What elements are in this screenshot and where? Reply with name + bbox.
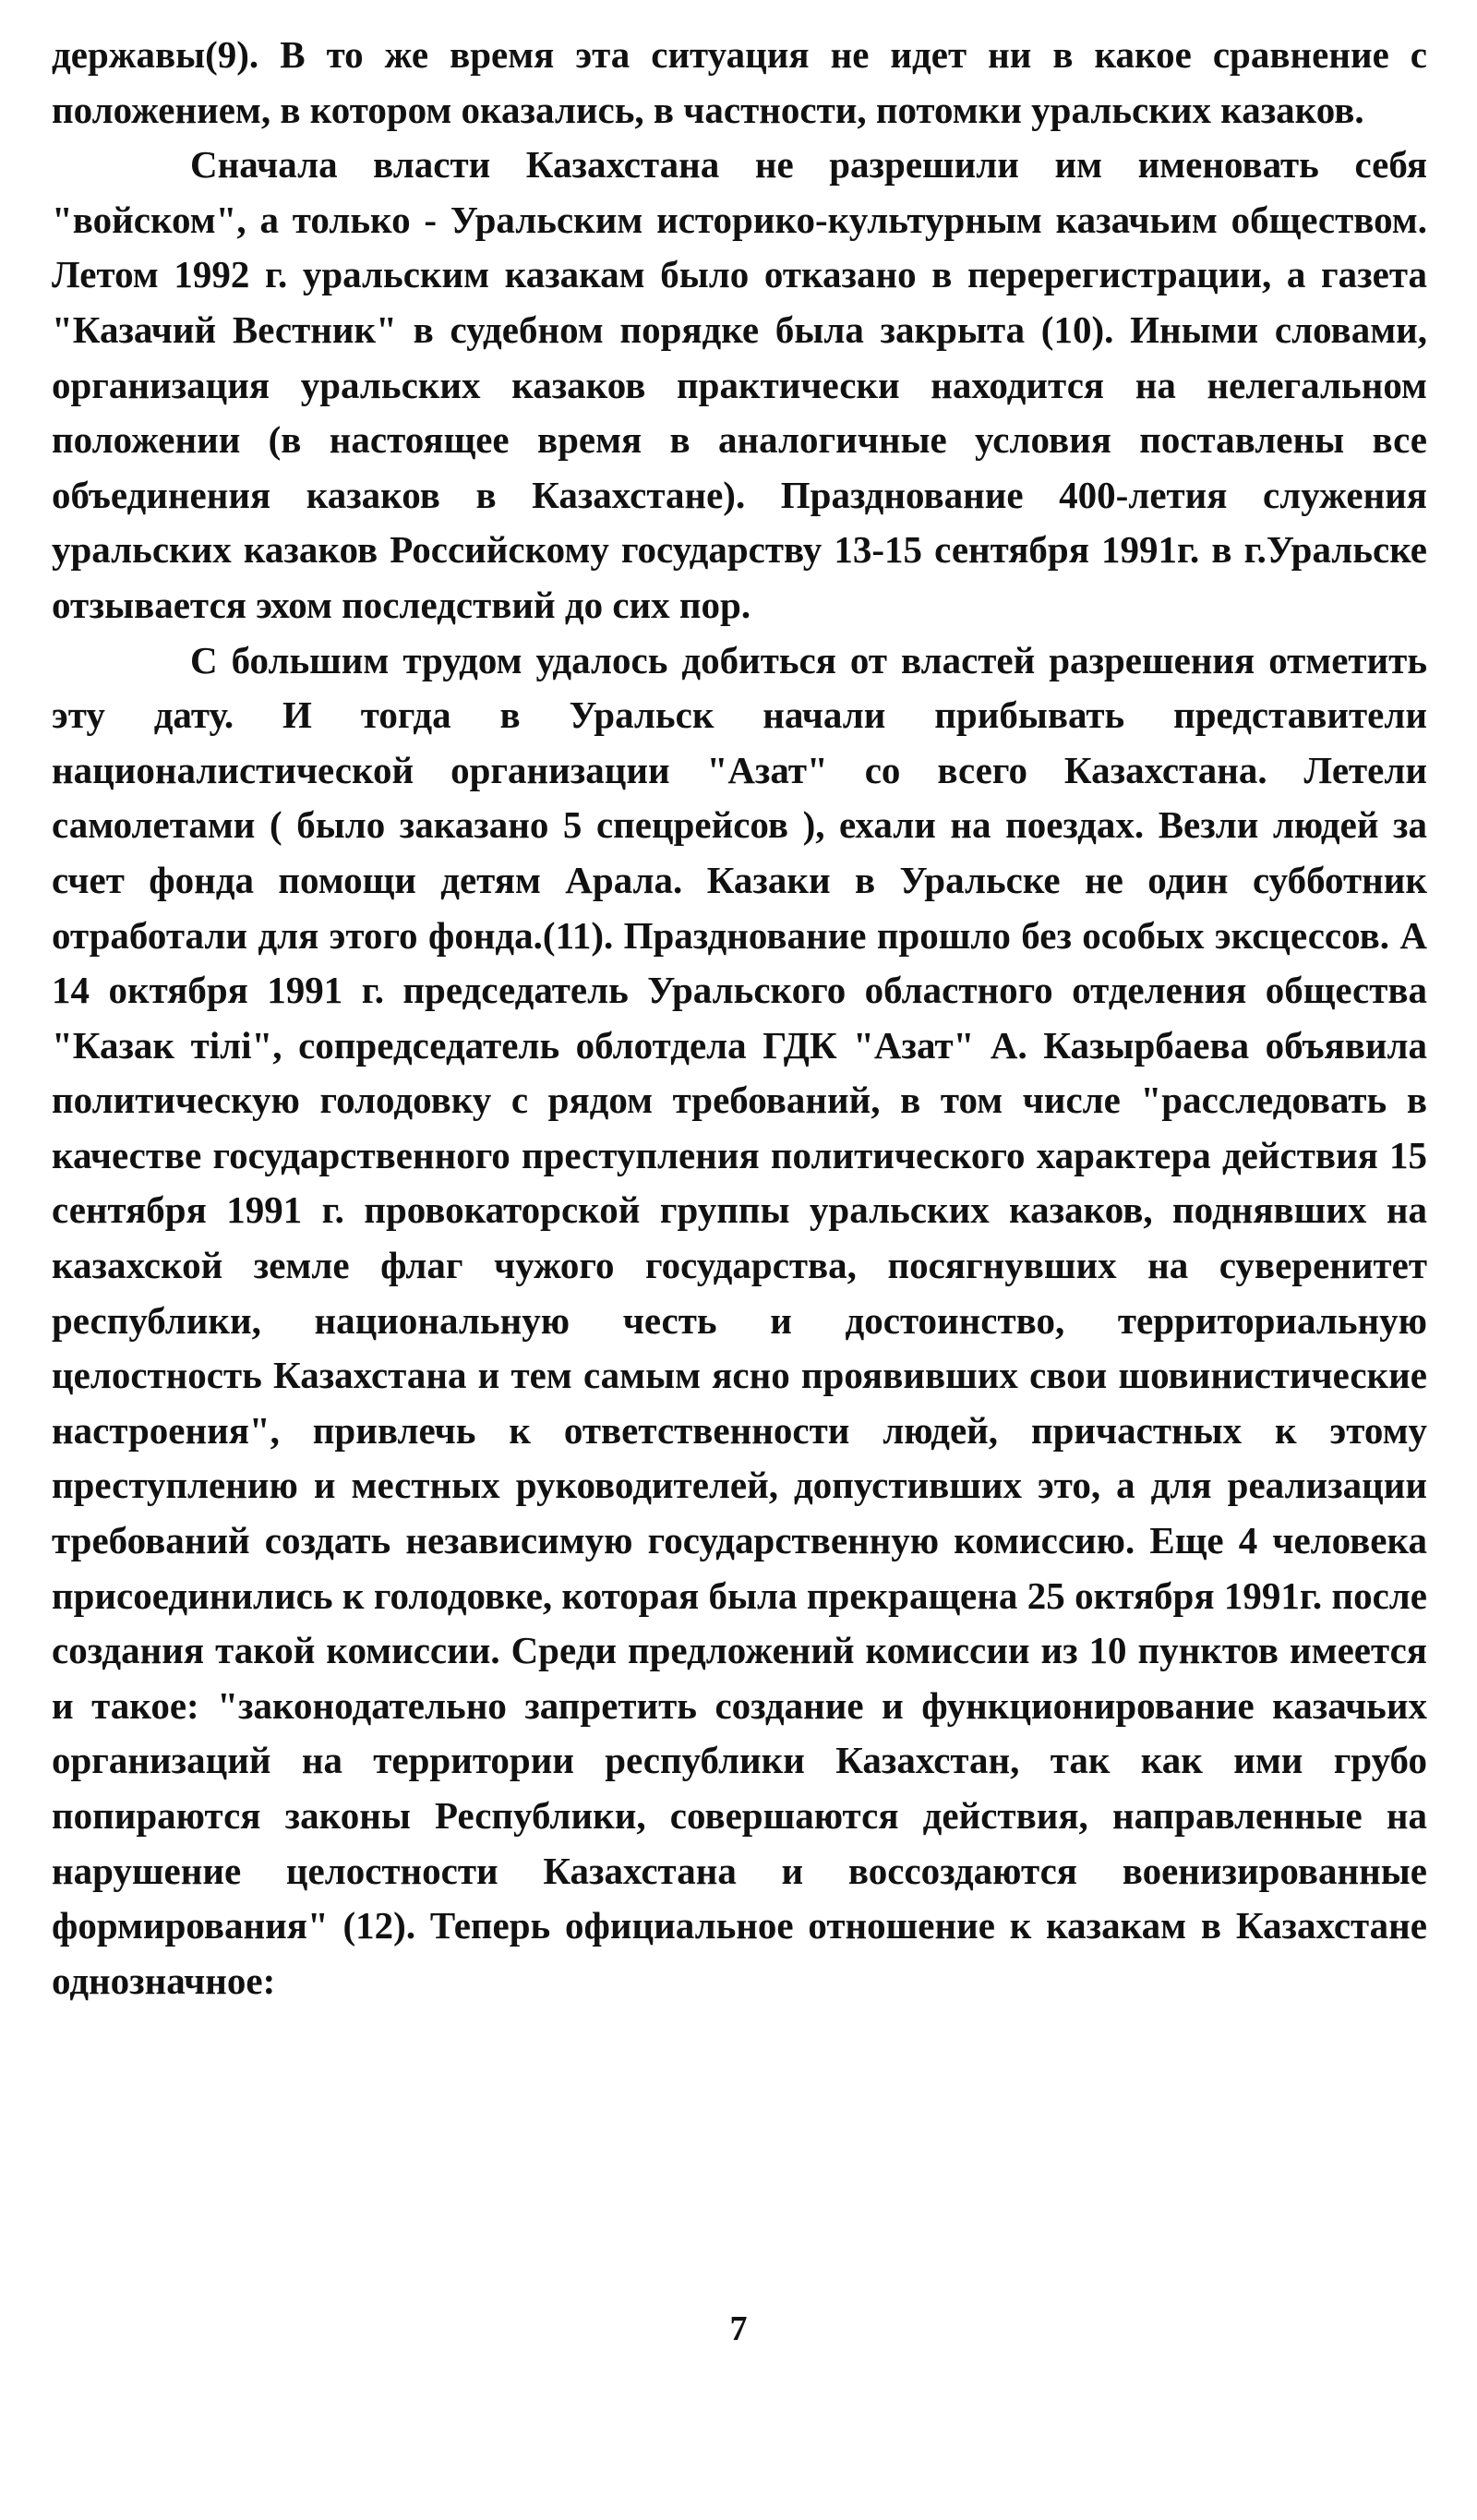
- page-number: 7: [729, 2309, 748, 2348]
- paragraph-1: державы(9). В то же время эта ситуация не идет ни в какое сравнение с положением, в котором оказались, в частности, потомки уральских казаков.: [52, 33, 1427, 131]
- paragraph-2: Сначала власти Казахстана не разрешили им именовать себя "войском", а только - Уральским историко-культурным казачьим обществом. Летом 1992 г. уральским казакам было отказано в перерегистрации, а газета "Казачий Вестник" в судебном порядке была закрыта (10). Иными словами, организация уральских казаков практически находится на нелегальном положении (в настоящее время в аналогичные условия поставлены все объединения казаков в Казахстане). Празднование 400-летия служения уральских казаков Российскому государству 13-15 сентября 1991г. в г.Уральске отзывается эхом последствий до сих пор.: [52, 143, 1427, 626]
- paragraph-3: С большим трудом удалось добиться от властей разрешения отметить эту дату. И тогда в Уральск начали прибывать представители националистической организации "Азат" со всего Казахстана. Летели самолетами ( было заказано 5 спецрейсов ), ехали на поездах. Везли людей за счет фонда помощи детям Арала. Казаки в Уральске не один субботник отработали для этого фонда.(11). Празднование прошло без особых эксцессов. А 14 октября 1991 г. председатель Уральского областного отделения общества "Казак тілі", сопредседатель облотдела ГДК "Азат" А. Казырбаева объявила политическую голодовку с рядом требований, в том числе "расследовать в качестве государственного преступления политического характера действия 15 сентября 1991 г. провокаторской группы уральских казаков, поднявших на казахской земле флаг чужого государства, посягнувших на суверенитет республики, национальную честь и достоинство, территориальную целостность Казахстана и тем самым ясно проявивших свои шовинистические настроения", привлечь к ответственности людей, причастных к этому преступлению и местных руководителей, допустивших это, а для реализации требований создать независимую государственную комиссию. Еще 4 человека присоединились к голодовке, которая была прекращена 25 октября 1991г. после создания такой комиссии. Среди предложений комиссии из 10 пунктов имеется и такое: "законодательно запретить создание и функционирование казачьих организаций на территории республики Казахстан, так как ими грубо попираются законы Республики, совершаются действия, направленные на нарушение целостности Казахстана и воссоздаются военизированные формирования" (12). Теперь официальное отношение к казакам в Казахстане однозначное:: [52, 638, 1427, 2002]
- body-text: [52, 28, 1427, 2008]
